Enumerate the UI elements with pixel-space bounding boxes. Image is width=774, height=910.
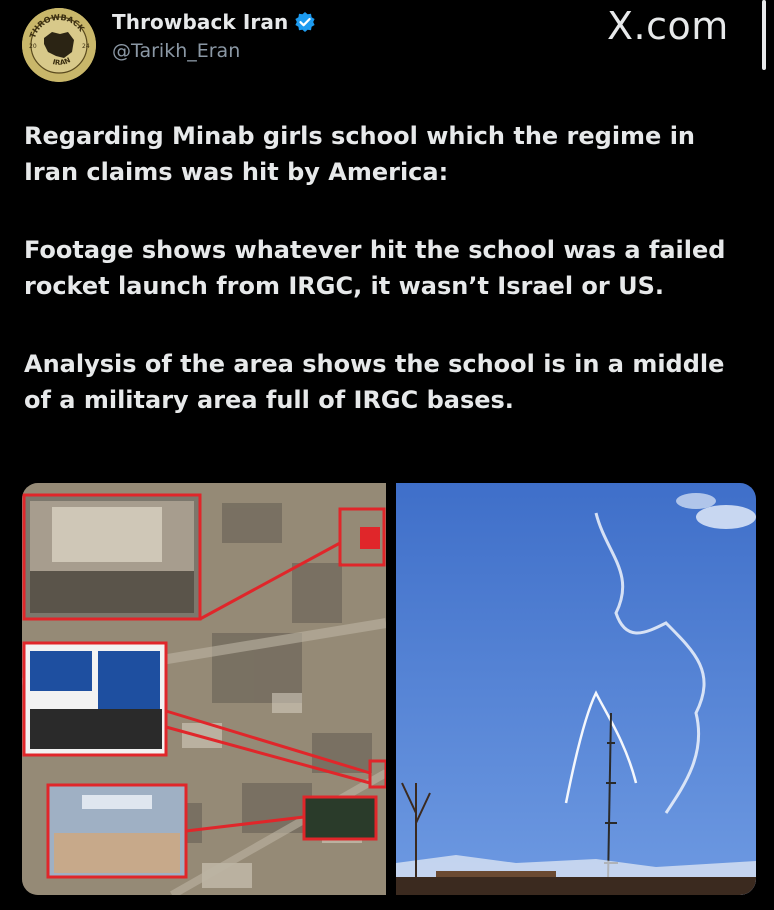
- post-paragraph: Analysis of the area shows the school is in a middle of a military area full of IRGC bases.: [24, 350, 725, 414]
- scrollbar[interactable]: [762, 0, 766, 70]
- author-display-name[interactable]: Throwback Iran: [112, 10, 289, 34]
- author-handle[interactable]: @Tarikh_Eran: [112, 40, 241, 62]
- media-image-sky-trail[interactable]: [396, 483, 756, 895]
- svg-text:IRAN: IRAN: [51, 56, 72, 68]
- avatar[interactable]: [22, 8, 96, 82]
- avatar-logo: [22, 8, 96, 82]
- svg-text:THROWBACK: THROWBACK: [28, 12, 87, 40]
- svg-text:24: 24: [82, 43, 90, 50]
- post-body: [24, 118, 754, 460]
- post-paragraph: Footage shows whatever hit the school was a failed rocket launch from IRGC, it wasn’t Israel or US.: [24, 236, 726, 300]
- x-logo-watermark: X.com: [607, 4, 729, 48]
- post-paragraph: Regarding Minab girls school which the regime in Iran claims was hit by America:: [24, 122, 696, 186]
- svg-text:20: 20: [29, 43, 37, 50]
- verified-badge-icon: [294, 11, 316, 33]
- author-name-row: [112, 10, 316, 34]
- post-media-grid[interactable]: [22, 483, 756, 895]
- media-image-satellite-map[interactable]: [22, 483, 386, 895]
